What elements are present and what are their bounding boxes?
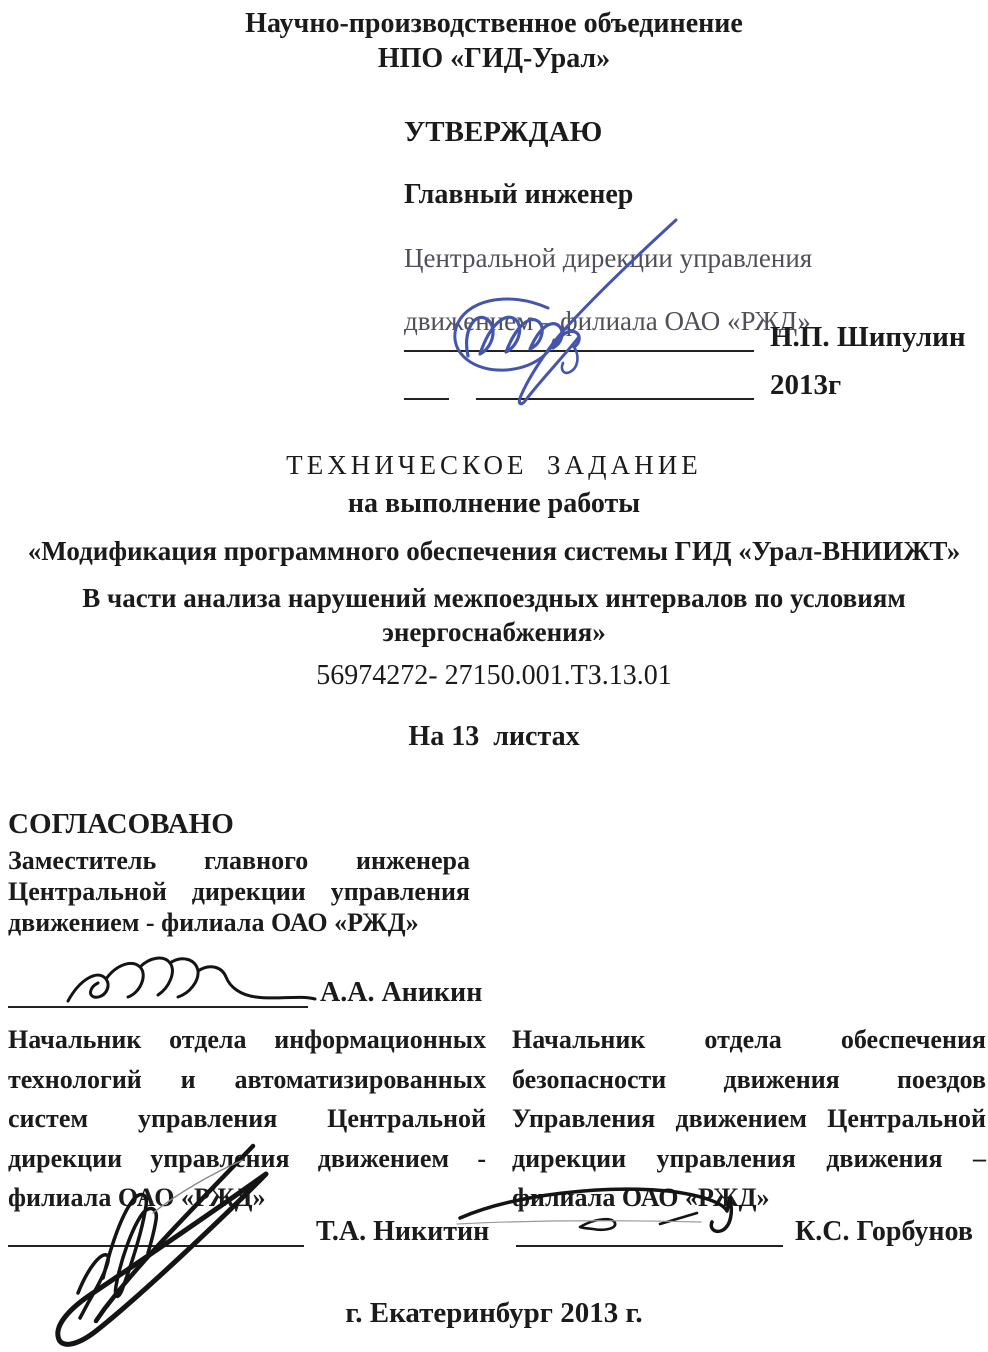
approval-signature-line: [404, 318, 754, 352]
deputy-role: Заместитель главного инженера Центральной дирекции управления движением - филиала ОАО «РЖД»: [8, 846, 470, 937]
document-subtitle: на выполнение работы: [347, 488, 641, 519]
approval-org-line2: движением – филиала ОАО «РЖД»: [404, 306, 811, 336]
gorbunov-name: К.С. Горбунов: [795, 1216, 973, 1247]
approval-signer-name: Н.П. Шипулин: [770, 321, 966, 353]
approval-org-line1: Центральной дирекции управления: [404, 243, 813, 273]
document-number: 56974272- 27150.001.ТЗ.13.01: [316, 660, 672, 691]
anikin-name: А.А. Аникин: [320, 977, 483, 1008]
nikitin-name: Т.А. Никитин: [316, 1216, 490, 1247]
org-name-line1: Научно-производственное объединение: [245, 8, 743, 39]
nikitin-signature-line: [8, 1213, 304, 1247]
approval-date-row: [404, 366, 841, 400]
approval-date-line-long: [476, 366, 754, 400]
document-title: ТЕХНИЧЕСКОЕ ЗАДАНИЕ: [286, 450, 702, 480]
subject-line1: «Модификация программного обеспечения системы ГИД «Урал-ВНИИЖТ»: [27, 536, 961, 566]
right-signer-role: Начальник отдела обеспечения безопасности движения поездов Управления движением Центральной дирекции управления движения – филиала ОАО «РЖД»: [512, 1025, 986, 1212]
gorbunov-signature-row: [516, 1213, 973, 1247]
org-name-line2: НПО «ГИД-Урал»: [377, 43, 611, 74]
subject-line3: энергоснабжения»: [382, 617, 606, 647]
approval-year: 2013г: [770, 369, 842, 401]
approval-signature-row: [404, 318, 966, 352]
approval-role: Главный инженер: [404, 179, 634, 210]
anikin-signature-row: [8, 974, 482, 1008]
agreement-heading: СОГЛАСОВАНО: [8, 808, 234, 840]
gorbunov-signature-line: [516, 1213, 783, 1247]
subject-line2: В части анализа нарушений межпоездных интервалов по условиям: [82, 583, 906, 613]
approval-date-line-short: [404, 366, 449, 400]
nikitin-signature-row: [8, 1213, 489, 1247]
org-header: [0, 6, 988, 76]
left-signer-role: Начальник отдела информационных технологий и автоматизированных систем управления Центральной дирекции управления движением - филиала ОАО «РЖД»: [8, 1025, 486, 1212]
anikin-signature-line: [8, 974, 308, 1008]
city-year: г. Екатеринбург 2013 г.: [345, 1297, 643, 1329]
sheet-count: На 13 листах: [408, 721, 580, 752]
approval-heading: УТВЕРЖДАЮ: [404, 116, 603, 148]
